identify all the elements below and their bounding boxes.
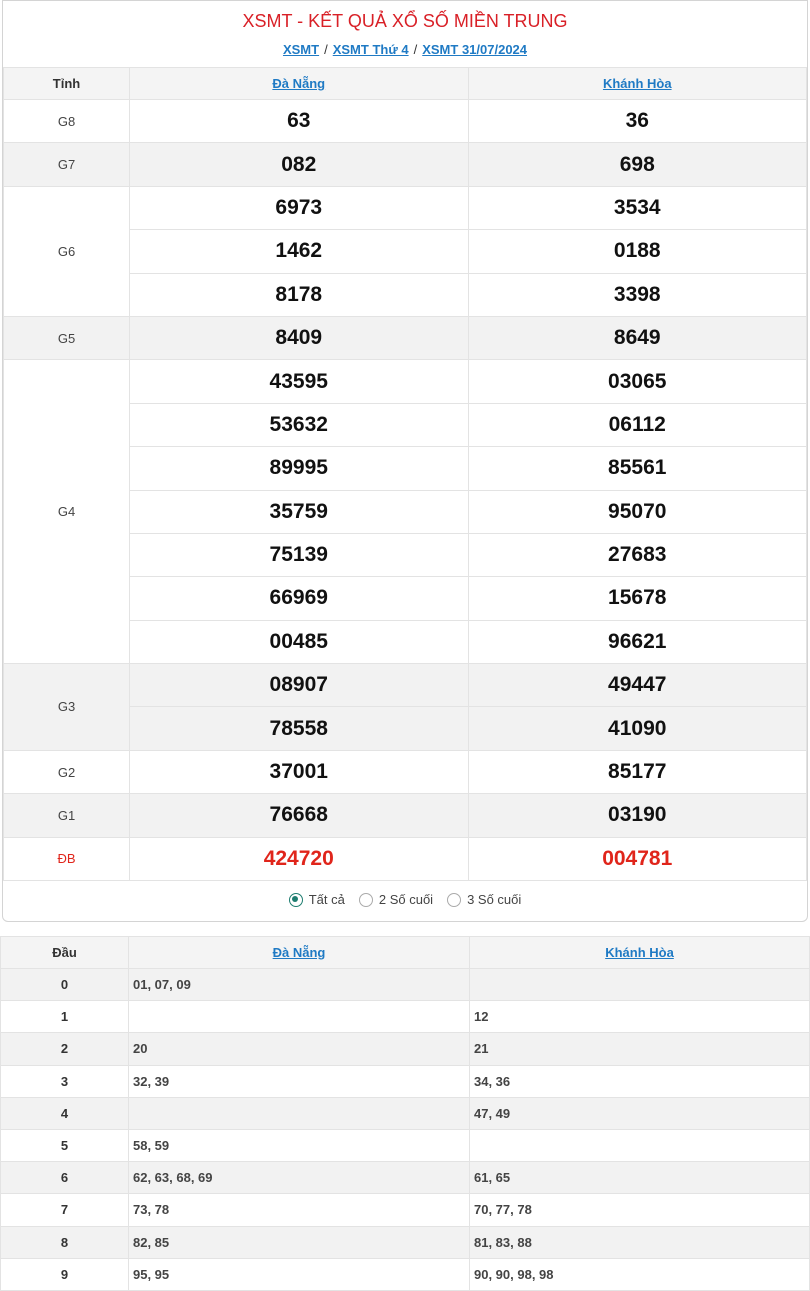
prize-number: 63: [130, 100, 469, 143]
prize-number: 35759: [130, 490, 469, 533]
loto-row: [1, 1001, 810, 1033]
prize-number: 85561: [468, 447, 807, 490]
loto-head-digit: 2: [1, 1033, 129, 1065]
prize-number: 36: [468, 100, 807, 143]
filter-option[interactable]: [289, 892, 345, 907]
loto-values: 21: [470, 1033, 810, 1065]
loto-row: [1, 1194, 810, 1226]
province-link-danang[interactable]: Đà Nẵng: [272, 76, 326, 91]
prize-number: 0188: [468, 230, 807, 273]
prize-number: 41090: [468, 707, 807, 750]
loto-values: [470, 969, 810, 1001]
loto-values: 61, 65: [470, 1162, 810, 1194]
prize-number: 1462: [130, 230, 469, 273]
loto-province-link-khanhhoa[interactable]: Khánh Hòa: [605, 945, 674, 960]
prize-number: 424720: [130, 837, 469, 880]
prize-number: 00485: [130, 620, 469, 663]
prize-number: 082: [130, 143, 469, 186]
prize-number: 03065: [468, 360, 807, 403]
loto-row: [1, 1258, 810, 1290]
prize-row: [4, 316, 807, 359]
prize-row: [4, 750, 807, 793]
loto-values: 34, 36: [470, 1065, 810, 1097]
prize-number: 49447: [468, 664, 807, 707]
loto-row: [1, 1033, 810, 1065]
prize-number: 66969: [130, 577, 469, 620]
loto-values: 90, 90, 98, 98: [470, 1258, 810, 1290]
loto-values: 81, 83, 88: [470, 1226, 810, 1258]
prize-number: 76668: [130, 794, 469, 837]
loto-values: 95, 95: [129, 1258, 470, 1290]
loto-values: 47, 49: [470, 1097, 810, 1129]
prize-row: [4, 794, 807, 837]
prize-number: 6973: [130, 186, 469, 229]
prize-number: 8178: [130, 273, 469, 316]
province-header-khanhhoa: [468, 68, 807, 100]
prize-number: 95070: [468, 490, 807, 533]
prize-number: 96621: [468, 620, 807, 663]
loto-values: 01, 07, 09: [129, 969, 470, 1001]
prize-number: 15678: [468, 577, 807, 620]
loto-row: [1, 1065, 810, 1097]
prize-number: 85177: [468, 750, 807, 793]
filter-option-label: 3 Số cuối: [467, 892, 522, 907]
province-header-label: Tỉnh: [4, 68, 130, 100]
loto-values: [129, 1001, 470, 1033]
loto-head-digit: 9: [1, 1258, 129, 1290]
prize-row: [4, 360, 807, 403]
loto-head-digit: 6: [1, 1162, 129, 1194]
loto-values: 62, 63, 68, 69: [129, 1162, 470, 1194]
loto-row: [1, 969, 810, 1001]
loto-header-danang: [129, 937, 470, 969]
prize-number: 27683: [468, 533, 807, 576]
loto-row: [1, 1097, 810, 1129]
prize-row: [4, 186, 807, 229]
loto-row: [1, 1129, 810, 1161]
loto-head-digit: 0: [1, 969, 129, 1001]
loto-row: [1, 1162, 810, 1194]
prize-label: ĐB: [4, 837, 130, 880]
radio-icon[interactable]: [447, 893, 461, 907]
loto-head-digit: 8: [1, 1226, 129, 1258]
loto-values: 32, 39: [129, 1065, 470, 1097]
loto-values: 12: [470, 1001, 810, 1033]
loto-header-khanhhoa: [470, 937, 810, 969]
prize-number: 8649: [468, 316, 807, 359]
breadcrumb-date-link[interactable]: XSMT 31/07/2024: [422, 42, 528, 57]
prize-label: G7: [4, 143, 130, 186]
loto-header-label: Đầu: [1, 937, 129, 969]
prize-row: [4, 837, 807, 880]
loto-values: 20: [129, 1033, 470, 1065]
loto-province-link-danang[interactable]: Đà Nẵng: [272, 945, 326, 960]
prize-number: 8409: [130, 316, 469, 359]
prize-number: 08907: [130, 664, 469, 707]
radio-icon[interactable]: [359, 893, 373, 907]
prize-label: G3: [4, 664, 130, 751]
loto-head-digit: 1: [1, 1001, 129, 1033]
prize-number: 75139: [130, 533, 469, 576]
province-link-khanhhoa[interactable]: Khánh Hòa: [602, 76, 672, 91]
filter-option-label: Tất cả: [308, 892, 345, 907]
province-header-danang: [130, 68, 469, 100]
prize-number: 004781: [468, 837, 807, 880]
breadcrumb-separator: /: [324, 42, 328, 57]
breadcrumb-xsmt-link[interactable]: XSMT: [282, 42, 320, 57]
prize-number: 06112: [468, 403, 807, 446]
page-title: XSMT - KẾT QUẢ XỔ SỐ MIỀN TRUNG: [242, 11, 568, 31]
prize-number: 3534: [468, 186, 807, 229]
prize-number: 37001: [130, 750, 469, 793]
loto-head-digit: 3: [1, 1065, 129, 1097]
prize-label: G5: [4, 316, 130, 359]
prize-row: [4, 143, 807, 186]
prize-number: 698: [468, 143, 807, 186]
results-table: [3, 67, 807, 881]
loto-values: [470, 1129, 810, 1161]
prize-label: G1: [4, 794, 130, 837]
loto-values: 82, 85: [129, 1226, 470, 1258]
prize-number: 3398: [468, 273, 807, 316]
filter-option[interactable]: [447, 892, 521, 907]
loto-head-digit: 4: [1, 1097, 129, 1129]
loto-head-digit: 5: [1, 1129, 129, 1161]
prize-label: G8: [4, 100, 130, 143]
loto-values: 73, 78: [129, 1194, 470, 1226]
results-card: [2, 0, 808, 922]
prize-number: 89995: [130, 447, 469, 490]
prize-label: G2: [4, 750, 130, 793]
loto-values: 58, 59: [129, 1129, 470, 1161]
prize-row: [4, 100, 807, 143]
breadcrumb-separator: /: [413, 42, 418, 57]
loto-head-table: [0, 936, 810, 1291]
radio-icon[interactable]: [289, 893, 303, 907]
prize-label: G4: [4, 360, 130, 664]
prize-number: 03190: [468, 794, 807, 837]
breadcrumb-weekday-link[interactable]: XSMT Thứ 4: [332, 42, 409, 57]
prize-label: G6: [4, 186, 130, 316]
prize-number: 43595: [130, 360, 469, 403]
loto-values: 70, 77, 78: [470, 1194, 810, 1226]
filter-option[interactable]: [359, 892, 433, 907]
prize-row: [4, 664, 807, 707]
filter-option-label: 2 Số cuối: [378, 892, 434, 907]
prize-number: 53632: [130, 403, 469, 446]
digit-filter: [3, 892, 807, 910]
loto-row: [1, 1226, 810, 1258]
loto-values: [129, 1097, 470, 1129]
loto-head-digit: 7: [1, 1194, 129, 1226]
prize-number: 78558: [130, 707, 469, 750]
breadcrumb: [3, 42, 807, 57]
